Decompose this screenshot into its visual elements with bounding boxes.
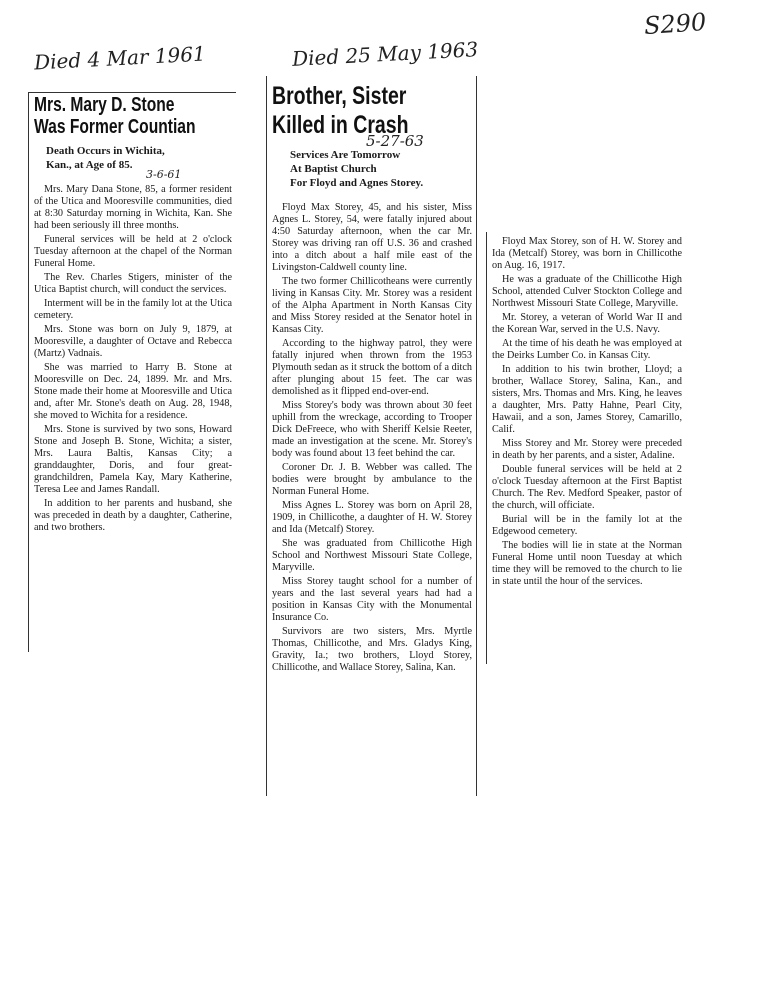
clip2-headline-line2: Killed in Crash xyxy=(272,111,409,139)
clip2-paragraph: Floyd Max Storey, 45, and his sister, Miss Agnes L. Storey, 54, were fatally injured about 4:50 Saturday afternoon, when the car Mr. Storey was driving ran off U.S. 36 and crashed into a ditch about a half mile east of the Livingston-Caldwell county line. xyxy=(272,202,472,273)
clip2-paragraph: Miss Storey taught school for a number of years and the last several years had had a position in Kansas City with the Monumental Insurance Co. xyxy=(272,576,472,623)
clip2-headline-line1: Brother, Sister xyxy=(272,82,407,110)
clip2-paragraph: The two former Chillicotheans were currently living in Kansas City. Mr. Storey was a resident of the Alpha Apartment in North Kansas City and Miss Storey resided at the Senator hotel in Kansas City. xyxy=(272,276,472,335)
clip3-left-border xyxy=(486,232,487,664)
clip1-paragraph: Interment will be in the family lot at the Utica cemetery. xyxy=(34,298,232,321)
clip3-body xyxy=(492,236,682,588)
clip3-paragraph: Double funeral services will be held at 2 o'clock Tuesday afternoon at the First Baptist Church. The Rev. Medford Speaker, pastor of the church, will officiate. xyxy=(492,464,682,511)
clip3-paragraph: He was a graduate of the Chillicothe High School, attended Culver Stockton College and Northwest Missouri State College, Maryville. xyxy=(492,274,682,309)
clip2-body xyxy=(272,202,472,674)
clip1-headline-line2: Was Former Countian xyxy=(34,116,196,138)
clip2-paragraph: Miss Agnes L. Storey was born on April 28, 1909, in Chillicothe, a daughter of H. W. Storey and Ida (Metcalf) Storey. xyxy=(272,500,472,535)
clip1-subhead-line1: Death Occurs in Wichita, xyxy=(46,145,165,157)
clip2-paragraph: Miss Storey's body was thrown about 30 feet uphill from the wreckage, according to Trooper Dick DeFreece, who with Sheriff Kelsie Reeter, made an investigation at the scene. Mr. Storey's body was found about 13 feet behind the car. xyxy=(272,400,472,459)
clip2-article xyxy=(272,82,472,674)
clip2-paragraph: She was graduated from Chillicothe High School and Northwest Missouri State College, Maryville. xyxy=(272,538,472,573)
clip2-paragraph: Coroner Dr. J. B. Webber was called. The bodies were brought by ambulance to the Norman Funeral Home. xyxy=(272,462,472,497)
clip2-subhead xyxy=(272,132,472,190)
clip2-right-border xyxy=(476,76,477,796)
clip1-headline-line1: Mrs. Mary D. Stone xyxy=(34,94,175,116)
clip3-paragraph: Floyd Max Storey, son of H. W. Storey and Ida (Metcalf) Storey, was born in Chillicothe on Aug. 16, 1917. xyxy=(492,236,682,271)
clip3-paragraph: The bodies will lie in state at the Norman Funeral Home until noon Tuesday at which time they will be removed to the church to lie in state until the hour of the services. xyxy=(492,540,682,587)
clip2-paragraph: According to the highway patrol, they were fatally injured when thrown from the 1953 Plymouth sedan as it struck the bottom of a ditch after plunging about 15 feet. The car was demolished as it flipped end-over-end. xyxy=(272,338,472,397)
clip3-paragraph: Mr. Storey, a veteran of World War II and the Korean War, served in the U.S. Navy. xyxy=(492,312,682,335)
clip3-paragraph: Miss Storey and Mr. Storey were preceded in death by her parents, and a sister, Adaline. xyxy=(492,438,682,461)
clip1-body xyxy=(34,184,232,534)
clip1-headline xyxy=(34,94,232,140)
clip1-subhead-line2: Kan., at Age of 85. xyxy=(46,159,133,171)
clip2-paragraph: Survivors are two sisters, Mrs. Myrtle Thomas, Chillicothe, and Mrs. Gladys King, Gravity, Ia.; two brothers, Lloyd Storey, Chillicothe, and Wallace Storey, Salina, Kan. xyxy=(272,626,472,673)
clip1-paragraph: Mrs. Stone was born on July 9, 1879, at Mooresville, a daughter of Octave and Rebecca (Martz) Vadnais. xyxy=(34,324,232,359)
clip1-subhead xyxy=(34,144,232,181)
clip1-paragraph: Funeral services will be held at 2 o'clock Tuesday afternoon at the chapel of the Norman Funeral Home. xyxy=(34,234,232,269)
clip3-paragraph: At the time of his death he was employed at the Deirks Lumber Co. in Kansas City. xyxy=(492,338,682,361)
clip2-headline-note: 5-27-63 xyxy=(366,132,424,150)
clip1-left-border xyxy=(28,92,29,652)
clip1-top-border xyxy=(28,92,236,93)
clip3-paragraph: Burial will be in the family lot at the Edgewood cemetery. xyxy=(492,514,682,537)
clip1-date-note: Died 4 Mar 1961 xyxy=(33,41,207,75)
clip1-paragraph: She was married to Harry B. Stone at Mooresville on Dec. 24, 1899. Mr. and Mrs. Stone made their home at Mooresville and Utica and, after Mr. Stone's death on Aug. 28, 1948, she moved to Wichita for a residence. xyxy=(34,362,232,421)
clip3-paragraph: In addition to his twin brother, Lloyd; a brother, Wallace Storey, Salina, Kan., and sisters, Mrs. Thomas and Mrs. King, he leaves a daughter, Mrs. Patty Hahne, Pearl City, Hawaii, and a son, James Storey, Camarillo, Calif. xyxy=(492,364,682,435)
clip1-article xyxy=(34,94,232,534)
clip1-paragraph: Mrs. Mary Dana Stone, 85, a former resident of the Utica and Mooresville communities, died at 8:30 Saturday morning in Wichita, Kan. She had been seriously ill three months. xyxy=(34,184,232,231)
clip2-subhead-line3: For Floyd and Agnes Storey. xyxy=(290,177,424,189)
clip1-paragraph: Mrs. Stone is survived by two sons, Howard Stone and Joseph B. Stone, Wichita; a sister, Mrs. Laura Baltis, Kansas City; a granddaughter, Doris, and four great-grandchildren, Pamela Kay, Mary Katherine, Teresa Lee and James Randall. xyxy=(34,424,232,495)
clip3-article xyxy=(492,236,682,588)
clip2-date-note: Died 25 May 1963 xyxy=(291,37,479,71)
clip2-subhead-line2: At Baptist Church xyxy=(290,163,377,175)
clip1-subhead-note: 3-6-61 xyxy=(146,168,182,181)
clip1-paragraph: The Rev. Charles Stigers, minister of the Utica Baptist church, will conduct the services. xyxy=(34,272,232,295)
clip1-paragraph: In addition to her parents and husband, she was preceded in death by a daughter, Catherine, and two brothers. xyxy=(34,498,232,533)
clip2-subhead-line1: Services Are Tomorrow xyxy=(290,149,401,161)
page-number: S290 xyxy=(643,7,708,41)
clip2-left-border xyxy=(266,76,267,796)
